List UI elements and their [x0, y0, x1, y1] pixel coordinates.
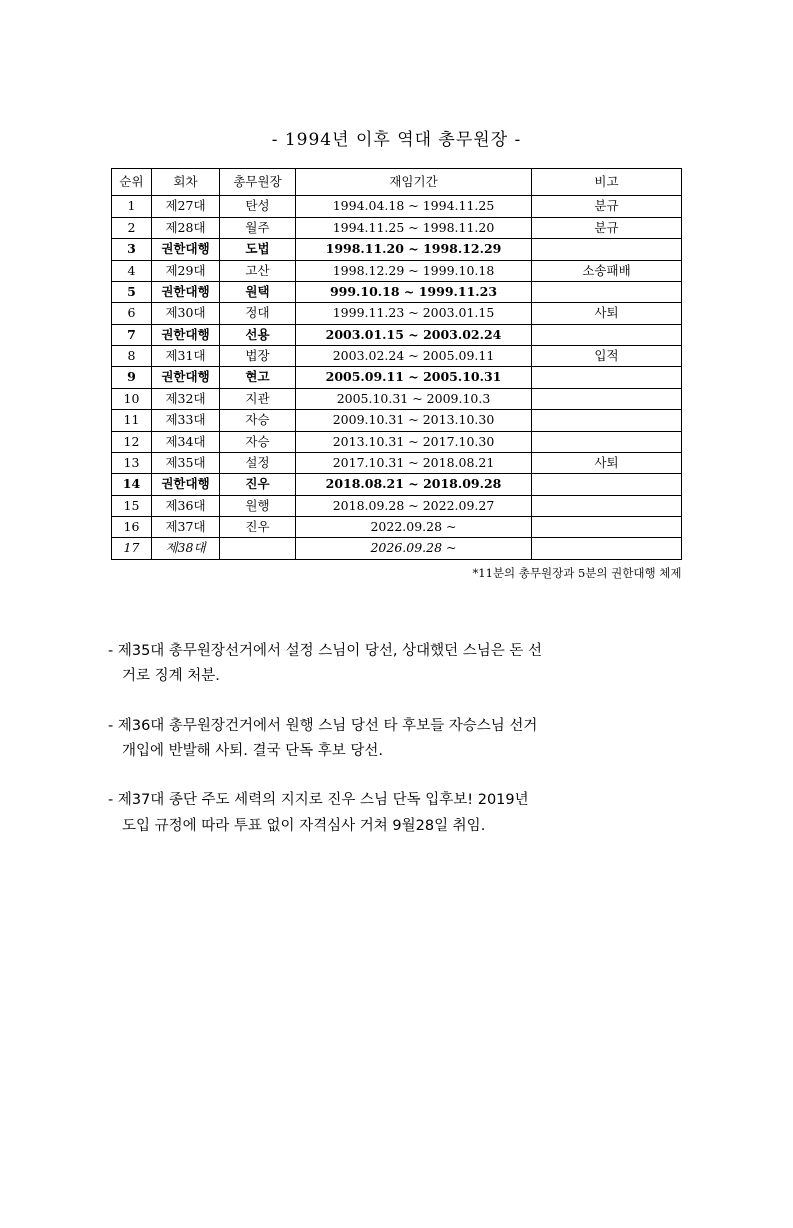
cell-note — [532, 324, 682, 345]
cell-term: 제38대 — [152, 538, 220, 559]
table-row — [112, 281, 682, 302]
cell-term: 제35대 — [152, 452, 220, 473]
note-item — [108, 788, 685, 839]
chief-executive-history-table — [111, 168, 682, 560]
cell-period: 1994.11.25 ~ 1998.11.20 — [296, 217, 532, 238]
note-line: 개입에 반발해 사퇴. 결국 단독 후보 당선. — [122, 742, 383, 759]
table-row — [112, 495, 682, 516]
cell-term: 권한대행 — [152, 324, 220, 345]
column-header-name: 총무원장 — [220, 169, 296, 196]
cell-rank: 4 — [112, 260, 152, 281]
cell-name: 설정 — [220, 452, 296, 473]
cell-term: 제37대 — [152, 517, 220, 538]
cell-term: 제33대 — [152, 410, 220, 431]
table-row — [112, 217, 682, 238]
document-page — [0, 125, 793, 1228]
note-line: - 제35대 총무원장선거에서 설정 스님이 당선, 상대했던 스님은 돈 선 — [108, 642, 542, 659]
cell-note — [532, 538, 682, 559]
cell-period: 2003.01.15 ~ 2003.02.24 — [296, 324, 532, 345]
cell-term: 제32대 — [152, 388, 220, 409]
table-row — [112, 346, 682, 367]
cell-period: 2018.08.21 ~ 2018.09.28 — [296, 474, 532, 495]
cell-rank: 12 — [112, 431, 152, 452]
cell-name: 진우 — [220, 474, 296, 495]
cell-period: 999.10.18 ~ 1999.11.23 — [296, 281, 532, 302]
cell-note: 분규 — [532, 217, 682, 238]
notes-section — [108, 639, 685, 839]
cell-period: 2009.10.31 ~ 2013.10.30 — [296, 410, 532, 431]
cell-term: 제36대 — [152, 495, 220, 516]
table-row — [112, 538, 682, 559]
cell-note — [532, 239, 682, 260]
cell-note — [532, 517, 682, 538]
note-line: 도입 규정에 따라 투표 없이 자격심사 거쳐 9월28일 취임. — [122, 817, 486, 834]
note-line: - 제37대 종단 주도 세력의 지지로 진우 스님 단독 입후보! 2019년 — [108, 792, 529, 809]
cell-note — [532, 388, 682, 409]
cell-note: 분규 — [532, 196, 682, 217]
cell-rank: 9 — [112, 367, 152, 388]
cell-note: 사퇴 — [532, 303, 682, 324]
table-footnote: *11분의 총무원장과 5분의 권한대행 체제 — [472, 565, 682, 580]
cell-period: 2018.09.28 ~ 2022.09.27 — [296, 495, 532, 516]
cell-period: 1999.11.23 ~ 2003.01.15 — [296, 303, 532, 324]
cell-rank: 10 — [112, 388, 152, 409]
cell-name: 정대 — [220, 303, 296, 324]
table-row — [112, 239, 682, 260]
cell-rank: 16 — [112, 517, 152, 538]
table-row — [112, 388, 682, 409]
cell-term: 제28대 — [152, 217, 220, 238]
cell-term: 제34대 — [152, 431, 220, 452]
cell-rank: 1 — [112, 196, 152, 217]
cell-name: 자승 — [220, 410, 296, 431]
cell-term: 제31대 — [152, 346, 220, 367]
table-row — [112, 410, 682, 431]
table-header-row — [112, 169, 682, 196]
cell-note — [532, 431, 682, 452]
cell-note — [532, 495, 682, 516]
note-line: 거로 징계 처분. — [122, 668, 220, 685]
cell-name: 현고 — [220, 367, 296, 388]
cell-period: 2017.10.31 ~ 2018.08.21 — [296, 452, 532, 473]
note-item — [108, 714, 685, 765]
cell-period: 2022.09.28 ~ — [296, 517, 532, 538]
table-row — [112, 517, 682, 538]
cell-name: 고산 — [220, 260, 296, 281]
cell-rank: 14 — [112, 474, 152, 495]
table-row — [112, 452, 682, 473]
table-row — [112, 196, 682, 217]
table-header — [112, 169, 682, 196]
cell-note — [532, 281, 682, 302]
cell-name — [220, 538, 296, 559]
column-header-period: 재임기간 — [296, 169, 532, 196]
cell-period: 1994.04.18 ~ 1994.11.25 — [296, 196, 532, 217]
cell-rank: 5 — [112, 281, 152, 302]
cell-note: 소송패배 — [532, 260, 682, 281]
cell-name: 원행 — [220, 495, 296, 516]
table-row — [112, 367, 682, 388]
column-header-rank: 순위 — [112, 169, 152, 196]
cell-rank: 2 — [112, 217, 152, 238]
cell-term: 제27대 — [152, 196, 220, 217]
cell-rank: 13 — [112, 452, 152, 473]
cell-period: 2005.10.31 ~ 2009.10.3 — [296, 388, 532, 409]
cell-period: 2003.02.24 ~ 2005.09.11 — [296, 346, 532, 367]
cell-name: 법장 — [220, 346, 296, 367]
page-title: - 1994년 이후 역대 총무원장 - — [271, 130, 522, 150]
cell-note: 사퇴 — [532, 452, 682, 473]
cell-rank: 11 — [112, 410, 152, 431]
cell-rank: 17 — [112, 538, 152, 559]
table-row — [112, 431, 682, 452]
table-row — [112, 303, 682, 324]
cell-note — [532, 474, 682, 495]
cell-name: 탄성 — [220, 196, 296, 217]
cell-term: 권한대행 — [152, 239, 220, 260]
cell-name: 자승 — [220, 431, 296, 452]
cell-period: 2005.09.11 ~ 2005.10.31 — [296, 367, 532, 388]
note-item — [108, 639, 685, 690]
cell-note — [532, 367, 682, 388]
cell-term: 제29대 — [152, 260, 220, 281]
cell-note — [532, 410, 682, 431]
column-header-term: 회차 — [152, 169, 220, 196]
note-line: - 제36대 총무원장건거에서 원행 스님 당선 타 후보들 자승스님 선거 — [108, 717, 538, 734]
cell-name: 지관 — [220, 388, 296, 409]
cell-period: 2026.09.28 ~ — [296, 538, 532, 559]
cell-name: 선용 — [220, 324, 296, 345]
cell-note: 입적 — [532, 346, 682, 367]
cell-term: 권한대행 — [152, 474, 220, 495]
cell-term: 권한대행 — [152, 367, 220, 388]
table-row — [112, 324, 682, 345]
cell-term: 제30대 — [152, 303, 220, 324]
cell-rank: 8 — [112, 346, 152, 367]
cell-term: 권한대행 — [152, 281, 220, 302]
column-header-note: 비고 — [532, 169, 682, 196]
cell-name: 진우 — [220, 517, 296, 538]
cell-period: 1998.12.29 ~ 1999.10.18 — [296, 260, 532, 281]
cell-rank: 3 — [112, 239, 152, 260]
cell-rank: 15 — [112, 495, 152, 516]
cell-period: 2013.10.31 ~ 2017.10.30 — [296, 431, 532, 452]
table-row — [112, 474, 682, 495]
cell-name: 월주 — [220, 217, 296, 238]
cell-name: 원택 — [220, 281, 296, 302]
table-row — [112, 260, 682, 281]
cell-rank: 7 — [112, 324, 152, 345]
cell-name: 도법 — [220, 239, 296, 260]
table-body — [112, 196, 682, 559]
cell-period: 1998.11.20 ~ 1998.12.29 — [296, 239, 532, 260]
cell-rank: 6 — [112, 303, 152, 324]
